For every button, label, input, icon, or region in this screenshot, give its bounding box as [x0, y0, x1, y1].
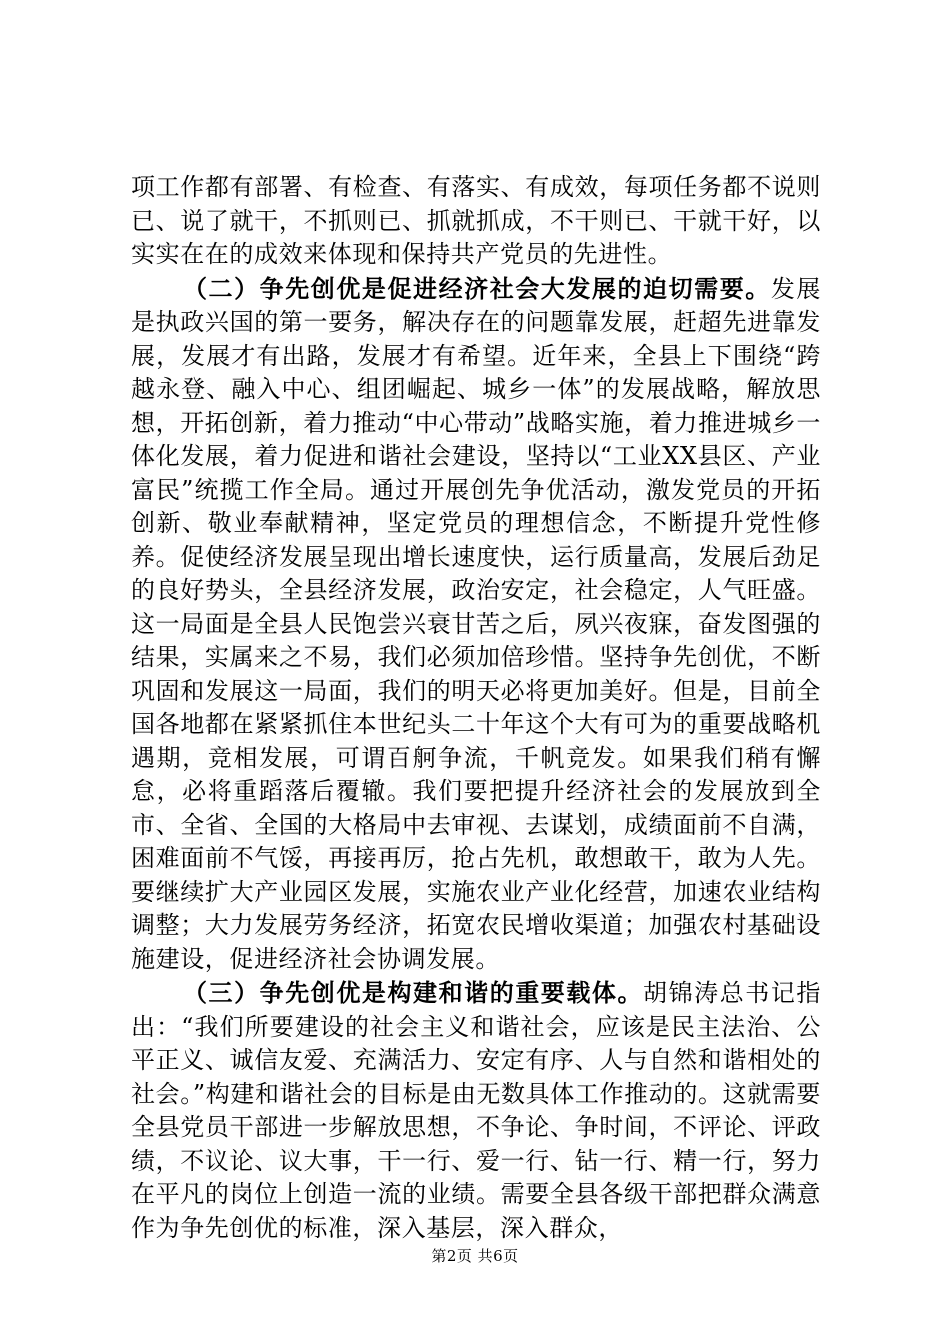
section-heading: （二）争先创优是促进经济社会大发展的迫切需要。	[183, 273, 771, 303]
paragraph-section-3	[131, 976, 821, 1245]
page-number: 第2页 共6页	[431, 1247, 519, 1265]
paragraph-text: 项工作都有部署、有检查、有落实、有成效，每项任务都不说则已、说了就干，不抓则已、抓就抓成，不干则已、干就干好，以实实在在的成效来体现和保持共产党员的先进性。	[131, 173, 821, 268]
paragraph-section-2	[131, 272, 821, 977]
document-body	[131, 171, 821, 1245]
page-footer	[0, 1245, 950, 1266]
paragraph-continuation	[131, 171, 821, 272]
section-heading: （三）争先创优是构建和谐的重要载体。	[183, 978, 644, 1007]
paragraph-text: 发展是执政兴国的第一要务，解决存在的问题靠发展，赶超先进靠发展，发展才有出路，发展才有希望。近年来，全县上下围绕“跨越永登、融入中心、组团崛起、城乡一体”的发展战略，解放思想，开拓创新，着力推动“中心带动”战略实施，着力推进城乡一体化发展，着力促进和谐社会建设，坚持以“工业XX县区、产业富民”统揽工作全局。通过开展创先争优活动，激发党员的开拓创新、敬业奉献精神，坚定党员的理想信念，不断提升党性修养。促使经济发展呈现出增长速度快，运行质量高，发展后劲足的良好势头，全县经济发展，政治安定，社会稳定，人气旺盛。这一局面是全县人民饱尝兴衰甘苦之后，夙兴夜寐，奋发图强的结果，实属来之不易，我们必须加倍珍惜。坚持争先创优，不断巩固和发展这一局面，我们的明天必将更加美好。但是，目前全国各地都在紧紧抓住本世纪头二十年这个大有可为的重要战略机遇期，竞相发展，可谓百舸争流，千帆竞发。如果我们稍有懈怠，必将重蹈落后覆辙。我们要把提升经济社会的发展放到全市、全省、全国的大格局中去审视、去谋划，成绩面前不自满，困难面前不气馁，再接再厉，抢占先机，敢想敢干，敢为人先。要继续扩大产业园区发展，实施农业产业化经营，加速农业结构调整；大力发展劳务经济，拓宽农民增收渠道；加强农村基础设施建设，促进经济社会协调发展。	[131, 274, 821, 973]
paragraph-text: 胡锦涛总书记指出：“我们所要建设的社会主义和谐社会，应该是民主法治、公平正义、诚信友爱、充满活力、安定有序、人与自然和谐相处的社会。”构建和谐社会的目标是由无数具体工作推动的。这就需要全县党员干部进一步解放思想，不争论、争时间，不评论、评政绩，不议论、议大事，干一行、爱一行、钻一行、精一行，努力在平凡的岗位上创造一流的业绩。需要全县各级干部把群众满意作为争先创优的标准，深入基层，深入群众，	[131, 979, 821, 1242]
